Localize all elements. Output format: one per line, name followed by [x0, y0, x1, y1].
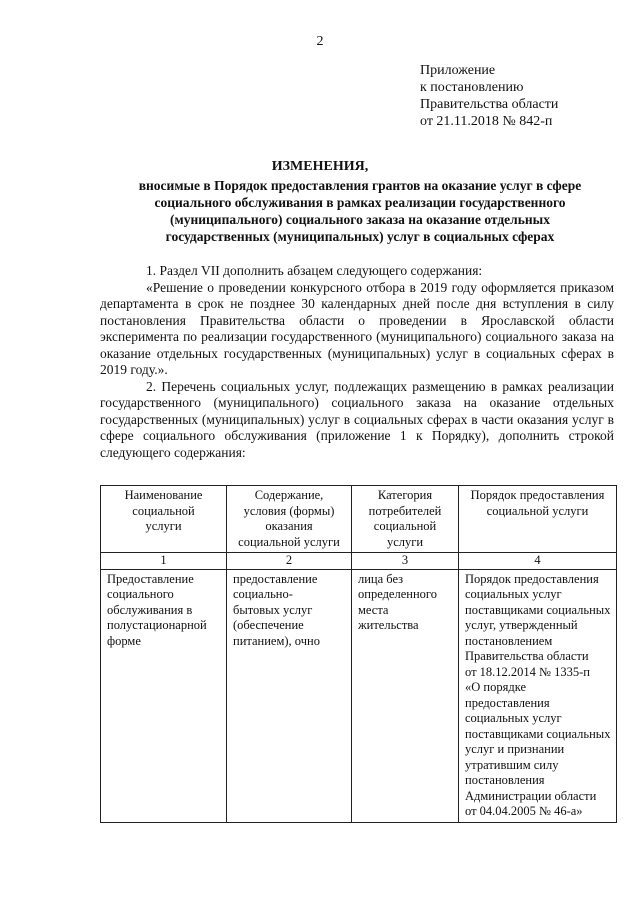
header-cell: Наименование социальной услуги	[101, 486, 227, 553]
paragraph-quote: «Решение о проведении конкурсного отбора в 2019 году оформляется приказом департамента в срок не позднее 30 календарных дней после дня вступления в силу постановления Правительства области о проведении в Ярославской области эксперимента по реализации государственного (муниципального) социального заказа на оказание отдельных государственных (муниципальных) услуг в социальных сферах в 2019 году.».	[100, 279, 614, 377]
appendix-line: к постановлению	[420, 80, 524, 95]
column-number: 1	[101, 553, 227, 570]
table-header-row	[101, 486, 617, 553]
appendix-line: Приложение	[420, 63, 496, 78]
header-cell: Порядок предоставления социальной услуги	[459, 486, 617, 553]
column-number: 2	[227, 553, 352, 570]
appendix-date-line: от 21.11.2018 № 842-п	[420, 114, 553, 129]
service-name-cell: Предоставление социального обслуживания в полустационарной форме	[101, 569, 227, 822]
body-text	[100, 263, 614, 461]
consumer-category-cell: лица без определенного места жительства	[352, 569, 459, 822]
appendix-block	[420, 62, 558, 130]
header-cell: Содержание, условия (формы) оказания социальной услуги	[227, 486, 352, 553]
subtitle-line: (муниципального) социального заказа на оказание отдельных	[170, 212, 550, 227]
service-content-cell: предоставление социально- бытовых услуг (обеспечение питанием), очно	[227, 569, 352, 822]
subtitle-line: вносимые в Порядок предоставления грантов на оказание услуг в сфере	[138, 178, 582, 193]
table-row	[101, 569, 617, 822]
document-title: ИЗМЕНЕНИЯ,	[271, 159, 369, 174]
paragraph-2: 2. Перечень социальных услуг, подлежащих размещению в рамках реализации государственного (муниципального) социального заказа на оказание отдельных государственных (муниципальных) услуг в социальных сферах в части оказания услуг в сфере социального обслуживания (приложение 1 к Порядку), дополнить строкой следующего содержания:	[100, 378, 614, 460]
appendix-line: Правительства области	[420, 97, 559, 112]
header-cell: Категория потребителей социальной услуги	[352, 486, 459, 553]
subtitle-line: государственных (муниципальных) услуг в социальных сферах	[165, 229, 555, 244]
services-table	[100, 485, 617, 823]
column-number: 4	[459, 553, 617, 570]
document-subtitle	[100, 177, 620, 245]
column-number: 3	[352, 553, 459, 570]
subtitle-line: социального обслуживания в рамках реализации государственного	[154, 195, 566, 210]
table-number-row	[101, 553, 617, 570]
page-number: 2	[316, 34, 324, 49]
paragraph-1: 1. Раздел VII дополнить абзацем следующего содержания:	[146, 263, 483, 278]
provision-procedure-cell: Порядок предоставления социальных услуг поставщиками социальных услуг, утвержденный постановлением Правительства области от 18.12.2014 № 1335-п «О порядке предоставления социальных услуг поставщиками социальных услуг и признании утратившим силу постановления Администрации области от 04.04.2005 № 46-а»	[459, 569, 617, 822]
